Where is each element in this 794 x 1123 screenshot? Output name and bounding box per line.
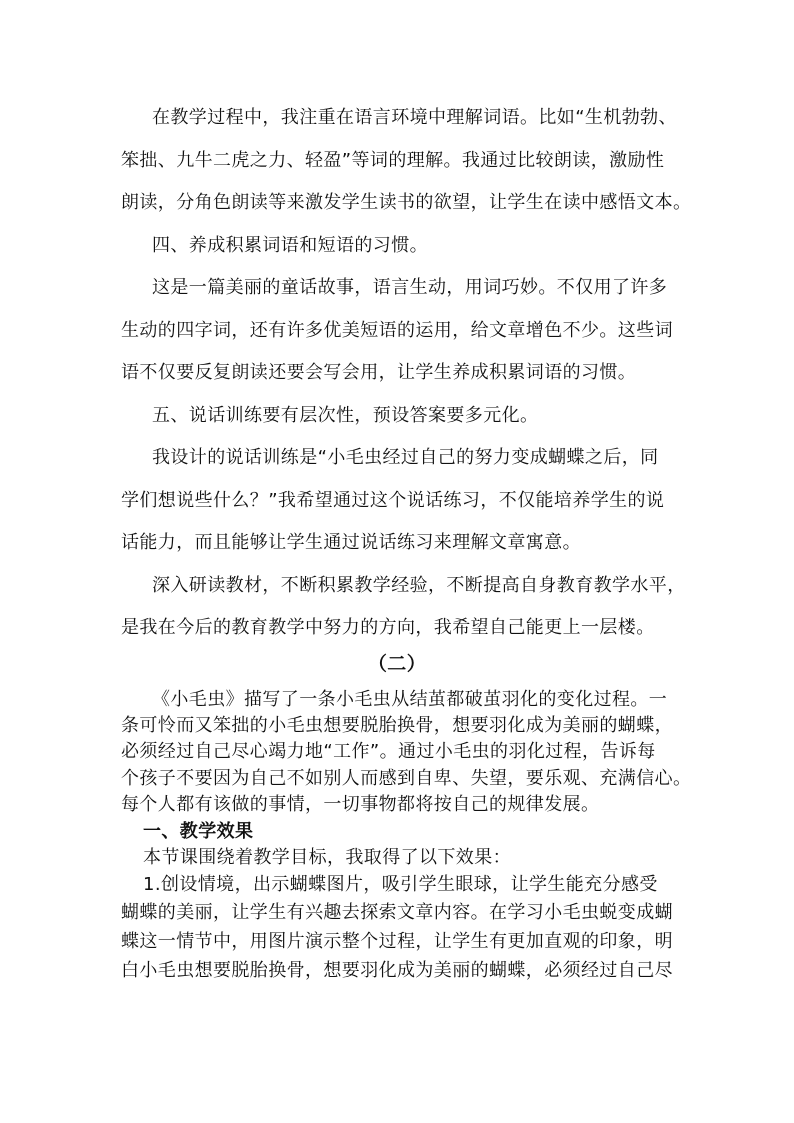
paragraph-line: 《小毛虫》描写了一条小毛虫从结茧都破茧羽化的变化过程。一 xyxy=(152,689,668,710)
paragraph-line: 我设计的说话训练是“小毛虫经过自己的努力变成蝴蝶之后，同 xyxy=(152,447,659,468)
paragraph-line: 蝴蝶的美丽，让学生有兴趣去探索文章内容。在学习小毛虫蜕变成蝴 xyxy=(121,902,673,923)
paragraph-line: 个孩子不要因为自己不如别人而感到自卑、失望，要乐观、充满信心。 xyxy=(121,768,692,789)
subsection-heading: 一、教学效果 xyxy=(143,821,254,842)
paragraph-line: 白小毛虫想要脱胎换骨，想要羽化成为美丽的蝴蝶，必须经过自己尽 xyxy=(121,960,673,981)
section-heading: 五、说话训练要有层次性，预设答案要多元化。 xyxy=(152,405,539,426)
paragraph-line: 朗读，分角色朗读等来激发学生读书的欲望，让学生在读中感悟文本。 xyxy=(121,192,692,213)
paragraph-line: 1.创设情境，出示蝴蝶图片，吸引学生眼球，让学生能充分感受 xyxy=(143,874,658,895)
paragraph-line: 是我在今后的教育教学中努力的方向，我希望自己能更上一层楼。 xyxy=(121,617,655,638)
paragraph-line: 这是一篇美丽的童话故事，语言生动，用词巧妙。不仅用了许多 xyxy=(152,277,668,298)
section-heading: 四、养成积累词语和短语的习惯。 xyxy=(152,235,428,256)
paragraph-line: 生动的四字词，还有许多优美短语的运用，给文章增色不少。这些词 xyxy=(121,320,673,341)
paragraph-line: 蝶这一情节中，用图片演示整个过程，让学生有更加直观的印象，明 xyxy=(121,931,673,952)
paragraph-line: 语不仅要反复朗读还要会写会用，让学生养成积累词语的习惯。 xyxy=(121,362,637,383)
paragraph-line: 学们想说些什么？”我希望通过这个说话练习，不仅能培养学生的说 xyxy=(121,490,665,511)
paragraph-line: 必须经过自己尽心竭力地“工作”。通过小毛虫的羽化过程，告诉每 xyxy=(121,741,656,762)
section-number-heading: （二） xyxy=(367,653,427,675)
paragraph-line: 深入研读教材，不断积累教学经验，不断提高自身教育教学水平， xyxy=(152,575,686,596)
paragraph-line: 条可怜而又笨拙的小毛虫想要脱胎换骨，想要羽化成为美丽的蝴蝶， xyxy=(121,715,673,736)
paragraph-line: 笨拙、九牛二虎之力、轻盈”等词的理解。我通过比较朗读，激励性 xyxy=(121,150,665,171)
paragraph-line: 本节课围绕着教学目标，我取得了以下效果： xyxy=(143,847,511,868)
paragraph-line: 话能力，而且能够让学生通过说话练习来理解文章寓意。 xyxy=(121,532,581,553)
paragraph-line: 在教学过程中，我注重在语言环境中理解词语。比如“生机勃勃、 xyxy=(152,107,677,128)
paragraph-line: 每个人都有该做的事情，一切事物都将按自己的规律发展。 xyxy=(121,794,600,815)
